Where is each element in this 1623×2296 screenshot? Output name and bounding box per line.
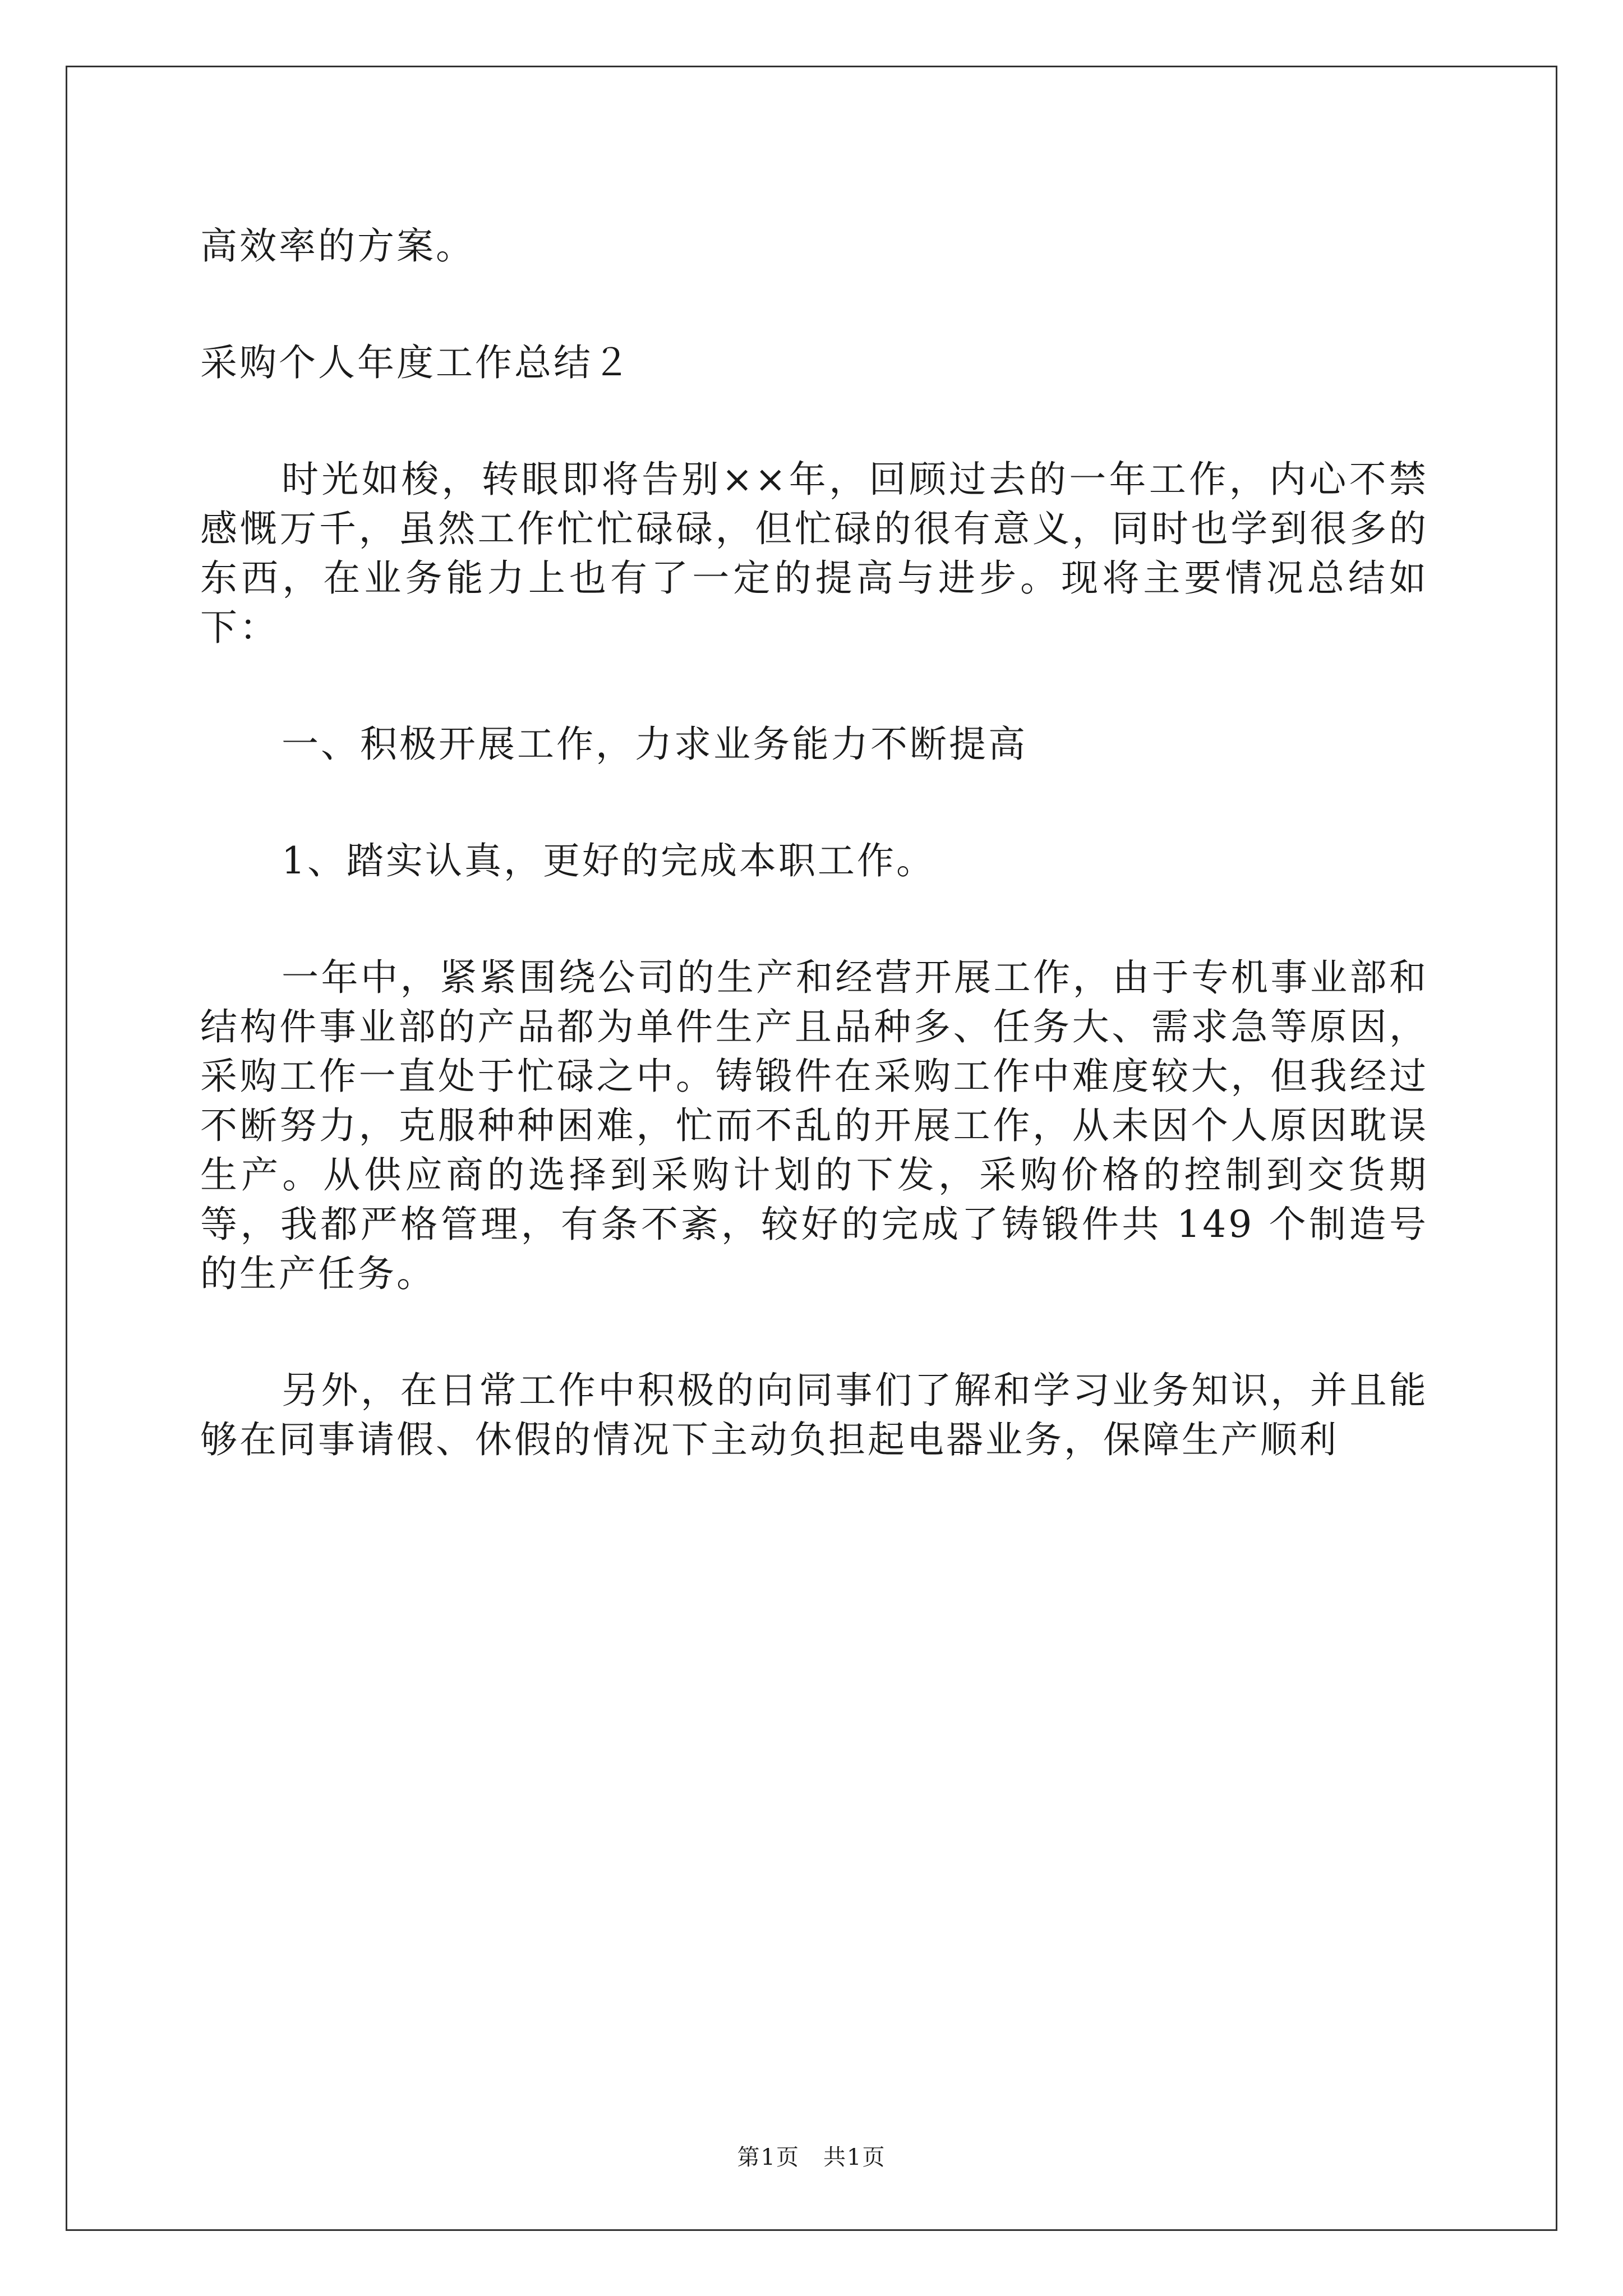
paragraph-body-continued: 另外，在日常工作中积极的向同事们了解和学习业务知识，并且能够在同事请假、休假的情况下主动负担起电器业务，保障生产顺利 — [200, 1369, 1428, 1461]
paragraph-continuation: 高效率的方案。 — [200, 224, 475, 268]
document-body — [200, 222, 1428, 1532]
section-title: 采购个人年度工作总结２ — [200, 341, 632, 384]
paragraph-intro: 时光如梭，转眼即将告别××年，回顾过去的一年工作，内心不禁感慨万千，虽然工作忙忙碌碌，但忙碌的很有意义，同时也学到很多的东西，在业务能力上也有了一定的提高与进步。现将主要情况总结如下： — [200, 458, 1428, 649]
page-footer: 第1页 共1页 — [737, 2145, 886, 2170]
paragraph-body: 一年中，紧紧围绕公司的生产和经营开展工作，由于专机事业部和结构件事业部的产品都为单件生产且品种多、任务大、需求急等原因，采购工作一直处于忙碌之中。铸锻件在采购工作中难度较大，但我经过不断努力，克服种种困难，忙而不乱的开展工作，从未因个人原因耽误生产。从供应商的选择到采购计划的下发，采购价格的控制到交货期等，我都严格管理，有条不紊，较好的完成了铸锻件共 149 个制造号的生产任务。 — [200, 956, 1428, 1295]
section-heading: 一、积极开展工作，力求业务能力不断提高 — [282, 723, 1027, 766]
subsection-heading: 1、踏实认真，更好的完成本职工作。 — [282, 839, 935, 882]
